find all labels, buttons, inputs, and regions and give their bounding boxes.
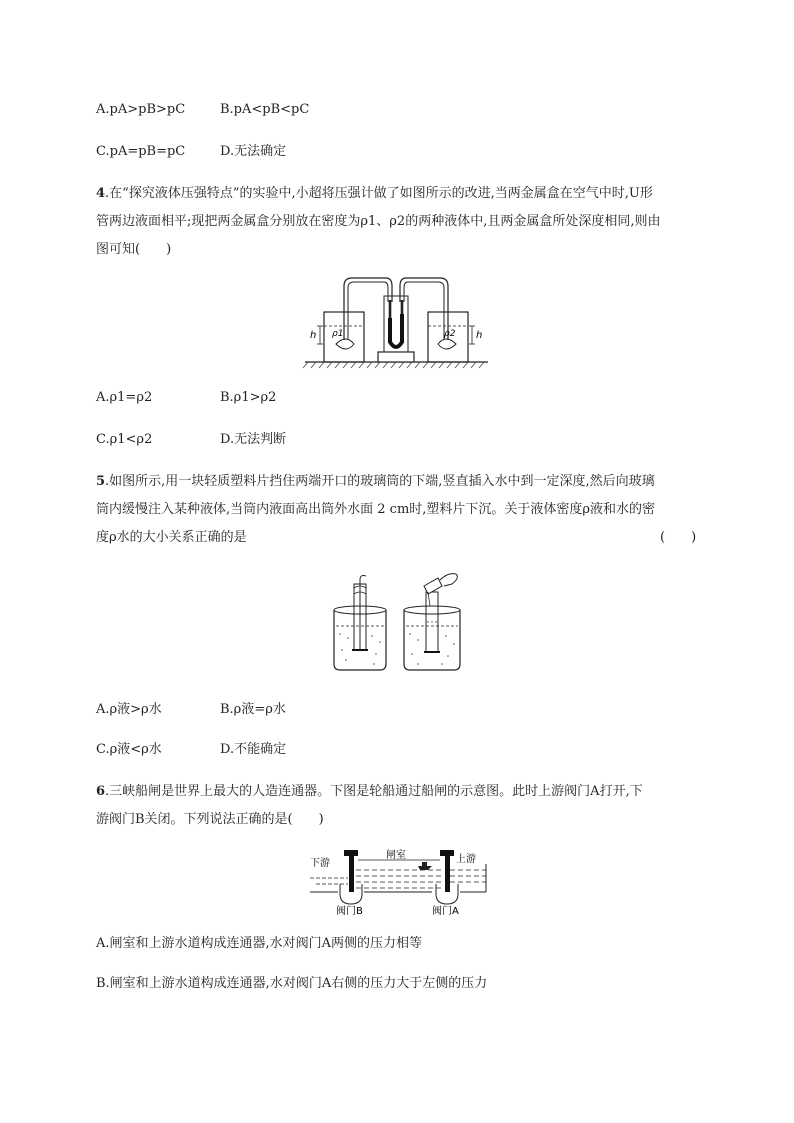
q4-figure-h-left: h	[310, 330, 317, 341]
q4-figure-h-right: h	[476, 330, 483, 341]
q4-option-d: D.无法判断	[220, 432, 287, 447]
q3-option-d: D.无法确定	[220, 144, 287, 159]
q5-option-b: B.ρ液=ρ水	[220, 702, 286, 717]
q4-stem-line2: 管两边液面相平;现把两金属盒分别放在密度为ρ1、ρ2的两种液体中,且两金属盒所处深度相同,则由	[96, 214, 661, 229]
q4-figure-pressure-gauge	[300, 268, 500, 370]
q5-option-c: C.ρ液<ρ水	[96, 742, 162, 757]
q6-figure-lock-chamber: 闸室	[386, 850, 406, 861]
q6-option-b: B.闸室和上游水道构成连通器,水对阀门A右侧的压力大于左侧的压力	[96, 976, 488, 991]
q6-figure-upstream: 上游	[456, 854, 476, 865]
q4-option-c: C.ρ1<ρ2	[96, 432, 153, 447]
q6-figure-downstream: 下游	[310, 858, 330, 869]
q5-figure-glass-tubes	[328, 570, 468, 672]
q4-stem-line1	[96, 184, 653, 204]
q5-number: 5	[96, 474, 106, 489]
q6-number: 6	[96, 784, 106, 799]
q3-option-a: A.pA>pB>pC	[96, 102, 186, 117]
q5-answer-bracket: ( )	[660, 530, 697, 545]
q6-stem-line1	[96, 782, 643, 802]
q4-figure-rho2: ρ2	[444, 329, 456, 339]
q4-figure-rho1: ρ1	[332, 329, 344, 339]
q5-text-1: .如图所示,用一块轻质塑料片挡住两端开口的玻璃筒的下端,竖直插入水中到一定深度,然后向玻璃	[105, 474, 655, 489]
q5-stem-line1	[96, 472, 655, 492]
q5-option-d: D.不能确定	[220, 742, 287, 757]
q4-number: 4	[96, 186, 106, 201]
q6-text-1: .三峡船闸是世界上最大的人造连通器。下图是轮船通过船闸的示意图。此时上游阀门A打开,下	[105, 784, 643, 799]
q6-option-a: A.闸室和上游水道构成连通器,水对阀门A两侧的压力相等	[96, 936, 423, 951]
q4-option-a: A.ρ1=ρ2	[96, 390, 153, 405]
q4-text-1: .在“探究液体压强特点”的实验中,小超将压强计做了如图所示的改进,当两金属盒在空气中时,U形	[105, 186, 653, 201]
q3-option-b: B.pA<pB<pC	[220, 102, 310, 117]
q5-option-a: A.ρ液>ρ水	[96, 702, 162, 717]
q4-stem-line3: 图可知( )	[96, 242, 172, 257]
q3-option-c: C.pA=pB=pC	[96, 144, 186, 159]
q6-figure-ship-lock	[308, 844, 498, 920]
q6-figure-valve-a: 阀门A	[432, 906, 459, 917]
q5-stem-line2: 筒内缓慢注入某种液体,当筒内液面高出筒外水面 2 cm时,塑料片下沉。关于液体密度ρ液和水的密	[96, 502, 656, 517]
q6-stem-line2: 游阀门B关闭。下列说法正确的是( )	[96, 812, 324, 827]
q4-option-b: B.ρ1>ρ2	[220, 390, 277, 405]
q6-figure-valve-b: 阀门B	[336, 906, 363, 917]
q5-stem-line3: 度ρ水的大小关系正确的是	[96, 530, 247, 545]
